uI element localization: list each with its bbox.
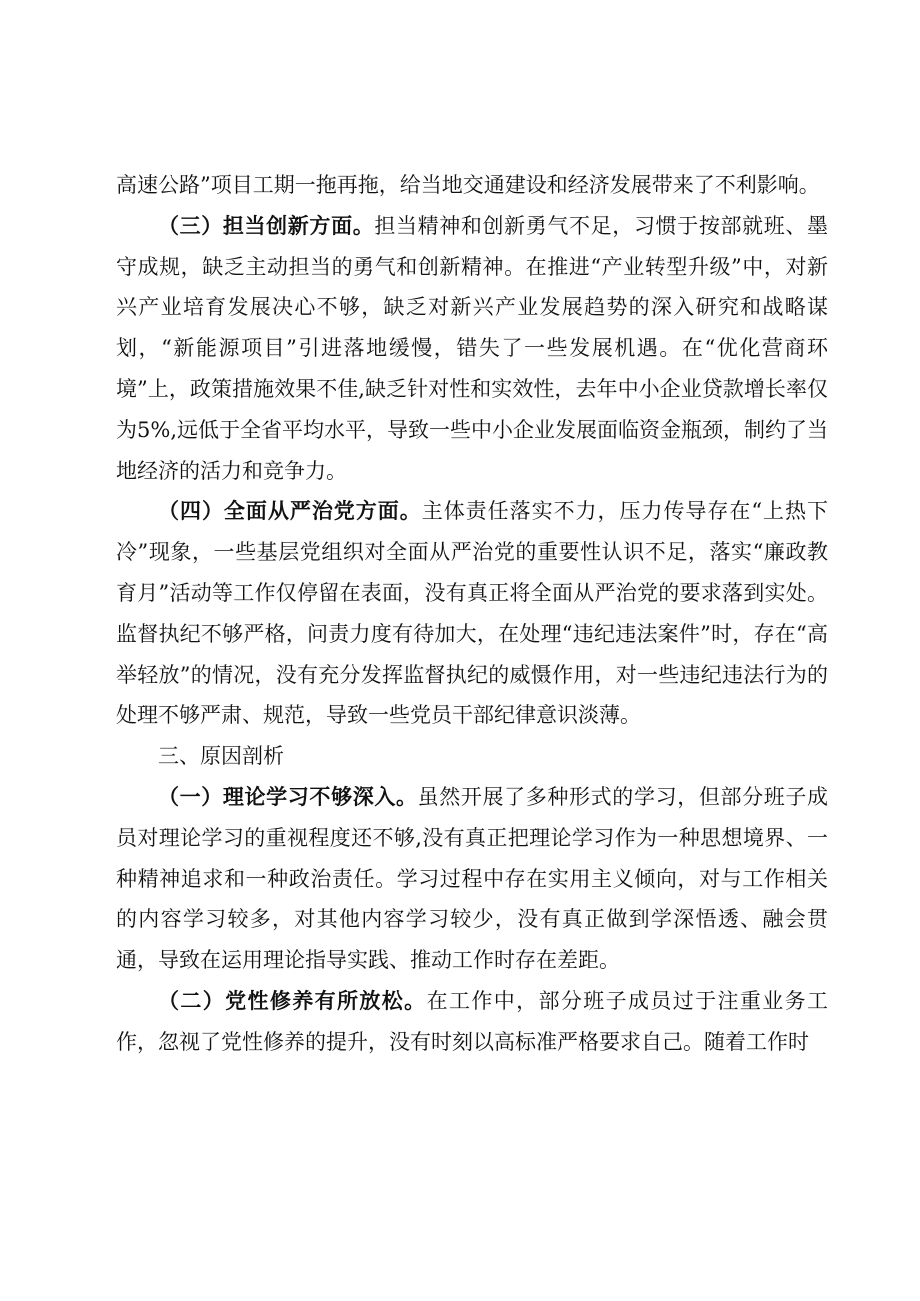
paragraph-continuation — [116, 165, 828, 206]
paragraph-text: 高速公路”项目工期一拖再拖，给当地交通建设和经济发展带来了不利影响。 — [116, 173, 820, 197]
paragraph-text: 虽然开展了多种形式的学习，但部分班子成员对理论学习的重视程度还不够,没有真正把理论学习作为一种思想境界、一种精神追求和一种政治责任。学习过程中存在实用主义倾向，对与工作相关的内容学习较多，对其他内容学习较少，没有真正做到学深悟透、融会贯通，导致在运用理论指导实践、推动工作时存在差距。 — [116, 784, 829, 973]
paragraph-text: 主体责任落实不力，压力传导存在“上热下冷”现象，一些基层党组织对全面从严治党的重要性认识不足，落实“廉政教育月”活动等工作仅停留在表面，没有真正将全面从严治党的要求落到实处。监督执纪不够严格，问责力度有待加大，在处理“违纪违法案件”时，存在“高举轻放”的情况，没有充分发挥监督执纪的威慑作用，对一些违纪违法行为的处理不够严肃、规范，导致一些党员干部纪律意识淡薄。 — [116, 499, 829, 728]
section-title: 三、原因剖析 — [158, 744, 284, 769]
paragraph-heading: （四）全面从严治党方面。 — [158, 498, 422, 524]
paragraph-party-spirit — [116, 981, 828, 1063]
paragraph-theory-study — [116, 777, 828, 981]
paragraph-party-discipline — [116, 491, 828, 736]
document-body — [116, 165, 828, 1063]
paragraph-text: 担当精神和创新勇气不足，习惯于按部就班、墨守成规，缺乏主动担当的勇气和创新精神。在推进“产业转型升级”中，对新兴产业培育发展决心不够，缺乏对新兴产业发展趋势的深入研究和战略谋划，“新能源项目”引进落地缓慢，错失了一些发展机遇。在“优化营商环境”上，政策措施效果不佳,缺乏针对性和实效性，去年中小企业贷款增长率仅为5%,远低于全省平均水平，导致一些中小企业发展面临资金瓶颈，制约了当地经济的活力和竞争力。 — [116, 213, 829, 483]
paragraph-innovation — [116, 206, 828, 492]
paragraph-heading: （一）理论学习不够深入。 — [158, 783, 418, 809]
paragraph-heading: （二）党性修养有所放松。 — [158, 987, 427, 1013]
paragraph-heading: （三）担当创新方面。 — [158, 212, 375, 238]
paragraph-text: 在工作中，部分班子成员过于注重业务工作，忽视了党性修养的提升，没有时刻以高标准严格要求自己。随着工作时 — [116, 988, 829, 1054]
